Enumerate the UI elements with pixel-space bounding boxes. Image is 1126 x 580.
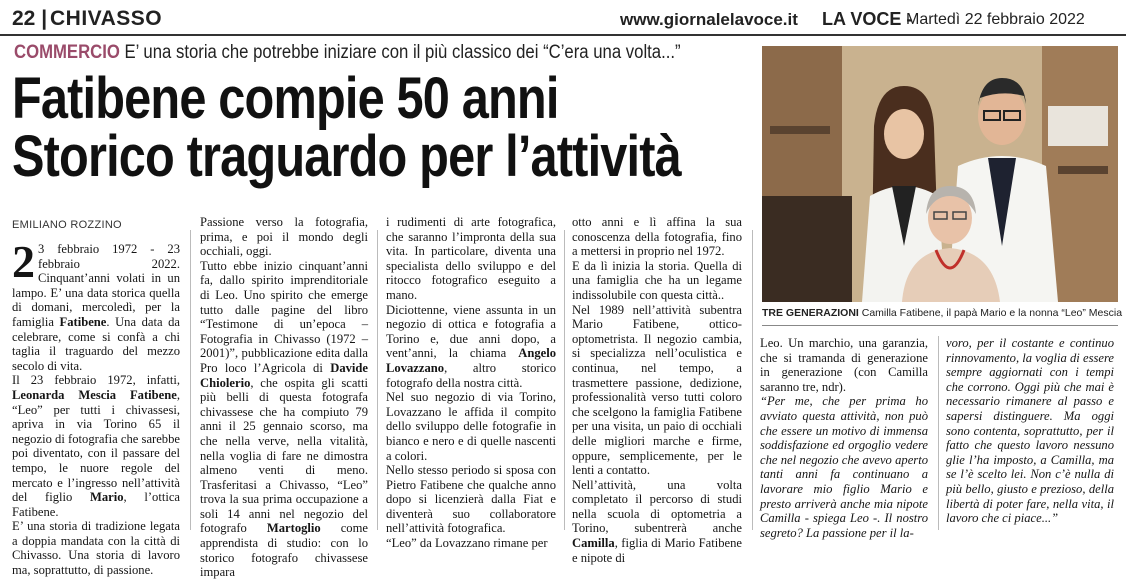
body-column-4 [572,215,742,565]
paragraph: Leo. Un marchio, una garanzia, che si tramanda di generazione in generazione (con Camilla saranno tre, ndr). [760,336,928,394]
text-run: , “Leo” per tutti i chivassesi, apriva in via Torino 65 il negozio di fotografia che sarebbe poi diventato, con il passare del tempo, le nuore regole del mercato e l’ingresso nell’attività del figlio [12,387,180,505]
paragraph: otto anni e lì affina la sua conoscenza della fotografia, fino a mettersi in proprio nel 1972. [572,215,742,259]
kicker-text: E’ una storia che potrebbe iniziare con il più classico dei “C’era una volta...” [119,42,681,63]
caption-text: Camilla Fatibene, il papà Mario e la nonna “Leo” Mescia [858,307,1123,319]
text-bold: Martoglio [266,521,321,536]
text-run: , altro storico fotografo della nostra città. [386,360,556,390]
paragraph: E da lì inizia la storia. Quella di una famiglia che ha un legame indissolubile con questa città.. [572,258,742,302]
paragraph [12,236,180,373]
column-divider [377,230,378,530]
text-bold: Mario [89,490,124,505]
column-divider [190,230,191,530]
headline-line-1: Fatibene compie 50 anni [12,66,559,131]
text-run: 3 febbraio 1972 - 23 febbraio 2022. Cinquant’anni volati in un lampo. E’ una data storica quella di domani, mercoledì, per la famiglia [12,242,180,329]
body-column-2 [200,215,368,580]
issue-date: Martedì 22 febbraio 2022 [906,11,1085,28]
column-divider [938,336,939,530]
section-name: CHIVASSO [50,7,163,30]
photo-caption [762,307,1123,319]
text-bold: Camilla [572,536,615,551]
body-column-1 [12,236,181,578]
headline [12,66,681,189]
paragraph [572,478,742,566]
kicker [14,42,681,64]
website-url: www.giornalelavoce.it [620,10,798,29]
text-run: Nell’attività, una volta completato il percorso di studi nella scuola di optometria a Torino, subentrerà anche [572,477,742,536]
text-run: , l’ottica Fatibene. [12,490,181,519]
running-header [0,4,1126,34]
paragraph: “Per me, che per prima ho avviato questa attività, non può che essere un motivo di immensa soddisfazione ed orgoglio vedere che nel negozio che avevo aperto tanti anni fa continuano a lavorare mio figlio Mario e presto arriverà anche mia nipote Camilla - spiega Leo -. Il nostro segreto? La passione per il la- [760,394,928,540]
text-bold: Leonarda Mescia Fatibene [12,387,177,402]
paragraph [200,259,368,580]
paragraph: E’ una storia di tradizione legata a doppia mandata con la città di Chivasso. Una storia di lavoro ma, soprattutto, di passione. [12,519,180,578]
text-run: Tutto ebbe inizio cinquant’anni fa, dallo spirito imprenditoriale di Leo. Uno spirito che emerge tutto dalle pagine del libro “Testimone di un’epoca – Fotografia in Chivasso (1972 – 2001)”, pubblicazione edita dalla Pro loco l’Agricola di [200,258,368,375]
paragraph: voro, per il costante e continuo rinnovamento, la voglia di essere sempre aggiornati con i tempi che corrono. Oggi più che mai è necessario rimanere al passo e sapersi distinguere. Ma oggi sono contenta, soprattutto, per il fatto che questo lavoro nessuno glie l’ha imposto, a Camilla, ma se l’è scelto lei. Non c’è nulla di più bello, giusto e prezioso, della libertà di poter fare, nella vita, il lavoro che ci piace...” [946,336,1114,526]
newspaper-name: LA VOCE - [822,9,913,29]
header-rule [0,34,1126,36]
article-photo [762,46,1118,302]
column-divider [564,230,565,530]
text-bold: Angelo Lovazzano [386,346,556,375]
paragraph: Nel suo negozio di via Torino, Lovazzano le affida il compito dello sviluppo delle fotografie in bianco e nero e di quelle nascenti a colori. [386,390,556,463]
page-number: 22 | [12,7,48,30]
text-run: come apprendista di studio: con lo storico fotografo chivassese impara [200,521,368,580]
byline: EMILIANO ROZZINO [12,219,122,231]
paragraph: Passione verso la fotografia, prima, e poi il mondo degli occhiali, oggi. [200,215,368,259]
body-column-3 [386,215,556,551]
body-column-6 [946,336,1114,526]
paragraph [12,373,180,519]
paragraph: i rudimenti di arte fotografica, che saranno l’impronta della sua vita. In particolare, diventa una specialista dello sviluppo e del ritocco fotografico eseguito a mano. [386,215,556,302]
text-run: Diciottenne, viene assunta in un negozio di ottica e fotografia a Torino e, due anni dopo, a vent’anni, la chiama [386,302,556,361]
body-column-5 [760,336,928,540]
caption-tag: TRE GENERAZIONI [762,307,859,319]
kicker-tag: COMMERCIO [14,42,120,63]
column-divider [752,230,753,530]
paragraph [386,303,556,391]
text-run: , che ospita gli scatti più belli di questa fotografa chivassese che ha compiuto 79 anni il 25 gennaio scorso, ma che nella verve, nella vitalità, nella voglia di fare ne dimostra almeno venti di meno. Trasferitasi a Chivasso, “Leo” trova la sua prima occupazione a soli 14 anni nel negozio del fotografo [200,375,368,536]
caption-rule [762,325,1118,326]
text-run: Il 23 febbraio 1972, infatti, [12,373,180,388]
text-run: . Una data da celebrare, come si confà a chi taglia il traguardo del mezzo secolo di vita. [12,314,180,373]
headline-line-2: Storico traguardo per l’attività [12,124,681,189]
photo-illustration [762,46,1118,302]
paragraph: “Leo” da Lovazzano rimane per [386,536,548,551]
paragraph: Nel 1989 nell’attività subentra Mario Fatibene, ottico-optometrista. Il negozio cambia, si specializza nell’oculistica e continua, nel tempo, a trasmettere passione, dedizione, professionalità verso tutti coloro che scelgono la famiglia Fatibene per una visita, un paio di occhiali delle migliori marche e firme, oppure, semplicemente, per le lenti a contatto. [572,302,742,478]
drop-cap: 2 [12,236,35,287]
paragraph: Nello stesso periodo si sposa con Pietro Fatibene che qualche anno dopo si licenzierà dalla Fiat e diventerà suo collaboratore nell’attività fotografica. [386,463,556,536]
text-run: , figlia di Mario Fatibene e nipote di [572,536,742,565]
text-bold: Fatibene [59,314,107,329]
text-bold: Davide Chiolerio [200,360,368,390]
